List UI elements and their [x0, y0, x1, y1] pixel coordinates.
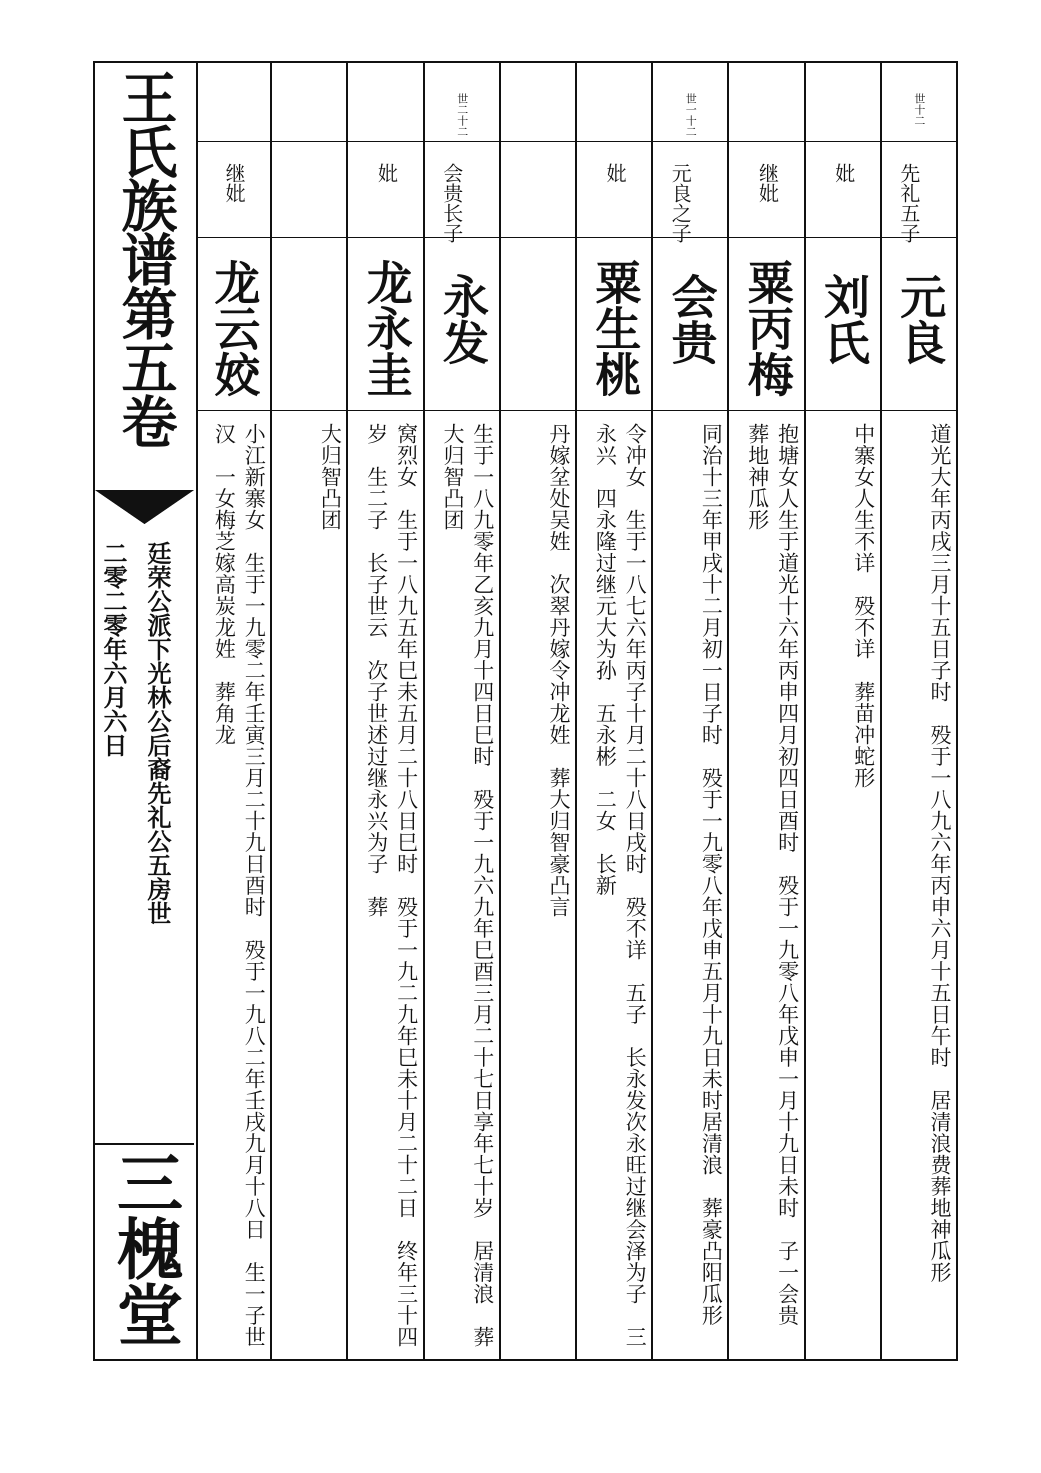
name-row-rule — [577, 410, 653, 411]
entry-column — [272, 63, 348, 1359]
biography-text: 丹嫁坌处吴姓 次翠丹嫁令冲龙姓 葬大归智豪凸言 — [546, 423, 571, 918]
hall-name-box — [95, 1149, 194, 1357]
relation-label: 继妣 — [222, 163, 247, 203]
person-name: 元良 — [893, 273, 948, 365]
generation-label: 世一十二 — [684, 93, 698, 137]
name-row-rule — [272, 410, 348, 411]
book-title: 王氏族谱第五卷 — [112, 69, 179, 447]
entry-column — [653, 63, 729, 1359]
entry-column — [729, 63, 805, 1359]
entry-column — [806, 63, 882, 1359]
biography-text: 抱塘女人生于道光十六年丙申四月初四日酉时 殁于一九零八年戊申一月十九日未时 子一会贵 葬地神瓜形 — [745, 423, 800, 1348]
name-row-rule — [348, 410, 424, 411]
branch-subtitle: 廷荣公派下光林公后裔先礼公五房世 — [143, 541, 172, 925]
name-row-rule — [806, 410, 882, 411]
person-name: 永发 — [435, 273, 490, 365]
generation-label: 世二十二 — [455, 93, 469, 137]
name-row-rule — [425, 410, 501, 411]
name-row-rule — [501, 410, 577, 411]
biography-text: 中寨女人生不详 殁不详 葬苗冲蛇形 — [851, 423, 876, 789]
hall-divider — [95, 1143, 194, 1145]
biography-text: 生于一八九零年乙亥九月十四日巳时 殁于一九六九年巳酉三月二十七日享年七十岁 居清浪 葬大归智凸团 — [440, 423, 495, 1348]
biography-text: 令冲女 生于一八七六年丙子十月二十八日戌时 殁不详 五子 长永发次永旺过继会泽为子 三永兴 四永隆过继元大为孙 五永彬 二女 长新 — [593, 423, 648, 1348]
relation-label: 先礼五子 — [896, 163, 921, 243]
name-row-rule — [196, 410, 272, 411]
name-row-rule — [729, 410, 805, 411]
relation-label: 妣 — [374, 163, 399, 183]
entry-column — [348, 63, 424, 1359]
title-panel — [95, 63, 198, 1359]
compile-date: 二零二零年六月六日 — [99, 541, 128, 757]
person-name: 刘氏 — [816, 273, 871, 365]
person-name: 龙云姣 — [207, 259, 262, 397]
entry-column — [501, 63, 577, 1359]
person-name: 粟丙梅 — [740, 259, 795, 397]
biography-text: 同治十三年甲戌十二月初一日子时 殁于一九零八年戊申五月十九日未时居清浪 葬豪凸阳瓜形 — [699, 423, 724, 1326]
biography-text: 大归智凸团 — [318, 423, 343, 531]
generation-label: 世十二 — [912, 93, 926, 126]
biography-text: 道光大年丙戌三月十五日子时 殁于一八九六年丙申六月十五日午时 居清浪费葬地神瓜形 — [927, 423, 952, 1283]
relation-label: 继妣 — [755, 163, 780, 203]
genealogy-page — [93, 61, 958, 1361]
book-title-box — [95, 63, 196, 490]
fishtail-ornament-icon — [95, 490, 194, 526]
name-row-rule — [882, 410, 958, 411]
person-name: 粟生桃 — [588, 259, 643, 397]
relation-label: 会贵长子 — [439, 163, 464, 243]
person-name: 龙永圭 — [359, 259, 414, 397]
biography-text: 窝烈女 生于一八九五年巳未五月二十八日巳时 殁于一九二九年巳未十月二十二日 终年三十四岁 生二子 长子世云 次子世述过继永兴为子 葬 — [364, 423, 419, 1348]
relation-label: 元良之子 — [668, 163, 693, 243]
hall-name: 三槐堂 — [105, 1149, 184, 1347]
entry-column — [577, 63, 653, 1359]
relation-label: 妣 — [603, 163, 628, 183]
entry-column — [882, 63, 958, 1359]
person-name: 会贵 — [664, 273, 719, 365]
entry-column — [196, 63, 272, 1359]
name-row-rule — [653, 410, 729, 411]
biography-text: 小江新寨女 生于一九零二年壬寅三月二十九日酉时 殁于一九八二年壬戌九月十八日 生一子世汉 一女梅芝嫁高炭龙姓 葬角龙 — [212, 423, 267, 1348]
relation-label: 妣 — [831, 163, 856, 183]
entry-column — [425, 63, 501, 1359]
